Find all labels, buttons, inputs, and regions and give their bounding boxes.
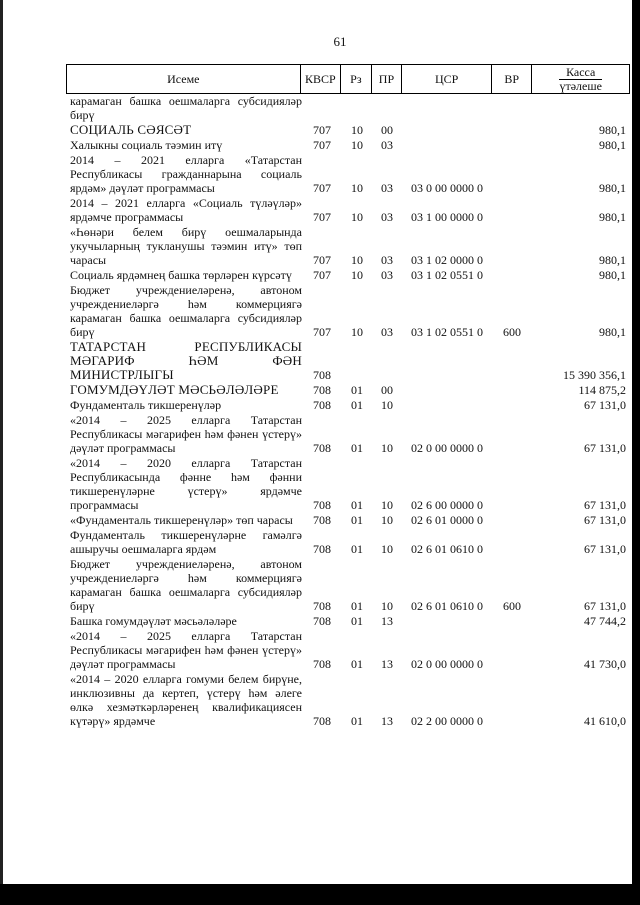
table-row (66, 383, 630, 398)
header-kassa-line2: үтәлеше (559, 78, 602, 93)
table-row (66, 225, 630, 268)
row-vr: 600 (503, 325, 521, 339)
row-rz: 10 (351, 325, 363, 339)
row-amount: 67 131,0 (584, 398, 626, 412)
row-amount: 41 730,0 (584, 657, 626, 671)
row-name: Бюджет учреждениеләренә, автоном учреждениеләргә һәм коммерциягә карамаган башка оешмаларга субсидияләр бирү (70, 283, 302, 339)
row-csr: 02 6 01 0610 0 (411, 599, 483, 613)
table-row (66, 413, 630, 456)
header-rz: Рз (340, 65, 371, 93)
row-pr: 13 (381, 714, 393, 728)
row-rz: 01 (351, 657, 363, 671)
row-pr: 03 (381, 325, 393, 339)
row-pr: 00 (381, 383, 393, 397)
table-row (66, 557, 630, 614)
table-row (66, 456, 630, 513)
header-name: Исеме (167, 72, 200, 86)
table-row (66, 196, 630, 225)
row-rz: 10 (351, 253, 363, 267)
row-csr: 02 2 00 0000 0 (411, 714, 483, 728)
row-amount: 47 744,2 (584, 614, 626, 628)
row-rz: 01 (351, 542, 363, 556)
row-kvsr: 708 (313, 498, 331, 512)
row-kvsr: 708 (313, 542, 331, 556)
row-rz: 10 (351, 268, 363, 282)
row-name: ГОМУМДӘҮЛӘТ МӘСЬӘЛӘЛӘРЕ (70, 382, 279, 397)
row-name: СОЦИАЛЬ СӘЯСӘТ (70, 122, 192, 137)
scan-edge-left (0, 0, 3, 905)
header-vr: ВР (491, 65, 531, 93)
row-kvsr: 707 (313, 181, 331, 195)
row-name: Халыкны социаль тәэмин итү (70, 138, 223, 152)
row-amount: 67 131,0 (584, 513, 626, 527)
table-row (66, 672, 630, 729)
scan-edge-bottom (0, 884, 640, 905)
row-pr: 03 (381, 210, 393, 224)
row-amount: 980,1 (599, 181, 626, 195)
row-rz: 01 (351, 383, 363, 397)
row-name: «Фундаменталь тикшеренүләр» төп чарасы (70, 513, 293, 527)
table-row (66, 340, 630, 383)
row-pr: 10 (381, 441, 393, 455)
row-csr: 03 1 00 0000 0 (411, 210, 483, 224)
row-amount: 67 131,0 (584, 599, 626, 613)
row-name: 2014 – 2021 елларга «Татарстан Республикасы гражданнарына социаль ярдәм» дәүләт программасы (70, 153, 302, 195)
row-pr: 00 (381, 123, 393, 137)
header-kvsr: КВСР (300, 65, 340, 93)
row-name: 2014 – 2021 елларга «Социаль түләүләр» ярдәмче программасы (70, 196, 302, 224)
row-amount: 67 131,0 (584, 441, 626, 455)
table-row (66, 153, 630, 196)
row-csr: 02 6 01 0610 0 (411, 542, 483, 556)
page-number: 61 (333, 34, 347, 49)
header-kassa-line1: Касса (566, 64, 596, 79)
table-row (66, 94, 630, 123)
row-name: «2014 – 2025 елларга Татарстан Республикасы мәгарифен һәм фәнен үстерү» дәүләт программасы (70, 413, 302, 455)
row-amount: 980,1 (599, 123, 626, 137)
row-kvsr: 708 (313, 368, 331, 382)
row-amount: 67 131,0 (584, 542, 626, 556)
row-name: ТАТАРСТАН РЕСПУБЛИКАСЫ МӘГАРИФ ҺӘМ ФӘН МИНИСТРЛЫГЫ (70, 339, 302, 382)
row-kvsr: 707 (313, 138, 331, 152)
row-amount: 15 390 356,1 (563, 368, 626, 382)
row-pr: 10 (381, 599, 393, 613)
row-csr: 03 1 02 0551 0 (411, 325, 483, 339)
row-csr: 02 0 00 0000 0 (411, 441, 483, 455)
row-rz: 10 (351, 123, 363, 137)
row-rz: 01 (351, 714, 363, 728)
row-pr: 03 (381, 181, 393, 195)
row-rz: 01 (351, 513, 363, 527)
table-row (66, 614, 630, 629)
row-pr: 03 (381, 253, 393, 267)
row-rz: 10 (351, 210, 363, 224)
row-rz: 01 (351, 398, 363, 412)
row-name: Башка гомумдәүләт мәсьәләләре (70, 614, 237, 628)
row-amount: 41 610,0 (584, 714, 626, 728)
table-row (66, 513, 630, 528)
row-pr: 10 (381, 398, 393, 412)
table-row (66, 398, 630, 413)
row-pr: 10 (381, 498, 393, 512)
table-row (66, 123, 630, 138)
row-pr: 03 (381, 138, 393, 152)
row-name: Бюджет учреждениеләренә, автоном учреждениеләргә һәм коммерциягә карамаган башка оешмаларга субсидияләр бирү (70, 557, 302, 613)
row-rz: 01 (351, 498, 363, 512)
header-csr: ЦСР (401, 65, 491, 93)
row-kvsr: 708 (313, 599, 331, 613)
row-amount: 980,1 (599, 268, 626, 282)
row-pr: 13 (381, 614, 393, 628)
row-amount: 980,1 (599, 253, 626, 267)
row-pr: 10 (381, 513, 393, 527)
scan-edge-right (632, 0, 640, 905)
row-rz: 10 (351, 181, 363, 195)
row-pr: 03 (381, 268, 393, 282)
row-kvsr: 708 (313, 657, 331, 671)
row-rz: 01 (351, 599, 363, 613)
table-row (66, 528, 630, 557)
row-vr: 600 (503, 599, 521, 613)
row-amount: 980,1 (599, 210, 626, 224)
row-name: Фундаменталь тикшеренүләрне гамәлгә ашыручы оешмаларга ярдәм (70, 528, 302, 556)
header-kassa (531, 65, 629, 93)
table-row (66, 268, 630, 283)
row-kvsr: 708 (313, 614, 331, 628)
row-csr: 02 6 01 0000 0 (411, 513, 483, 527)
row-kvsr: 707 (313, 325, 331, 339)
row-amount: 67 131,0 (584, 498, 626, 512)
table-row (66, 629, 630, 672)
row-pr: 13 (381, 657, 393, 671)
row-kvsr: 708 (313, 513, 331, 527)
row-kvsr: 707 (313, 123, 331, 137)
table-header (66, 64, 630, 94)
table-row (66, 138, 630, 153)
row-kvsr: 707 (313, 210, 331, 224)
row-kvsr: 708 (313, 383, 331, 397)
table-row (66, 283, 630, 340)
row-rz: 10 (351, 138, 363, 152)
row-csr: 03 1 02 0551 0 (411, 268, 483, 282)
row-csr: 03 1 02 0000 0 (411, 253, 483, 267)
row-name: «Һөнәри белем бирү оешмаларында укучыларның тукланушы тәэмин итү» төп чарасы (70, 225, 302, 267)
row-name: «2014 – 2020 елларга гомуми белем бирүне, инклюзивны да кертеп, үстерү һәм әлеге өлкә хезмәткәрләренең квалификациясен күтәрү» ярдәмче (70, 672, 302, 728)
row-name: «2014 – 2020 елларга Татарстан Республикасында фәнне һәм фәнни тикшеренүләрне үстерү» ярдәмче программасы (70, 456, 302, 512)
row-amount: 114 875,2 (578, 383, 626, 397)
header-pr: ПР (371, 65, 402, 93)
row-amount: 980,1 (599, 325, 626, 339)
row-rz: 01 (351, 441, 363, 455)
row-kvsr: 707 (313, 253, 331, 267)
row-csr: 02 6 00 0000 0 (411, 498, 483, 512)
row-name: Социаль ярдәмнең башка төрләрен күрсәтү (70, 268, 292, 282)
row-kvsr: 708 (313, 441, 331, 455)
row-pr: 10 (381, 542, 393, 556)
row-kvsr: 707 (313, 268, 331, 282)
row-kvsr: 708 (313, 714, 331, 728)
row-name: «2014 – 2025 елларга Татарстан Республикасы мәгарифен һәм фәнен үстерү» дәүләт программасы (70, 629, 302, 671)
row-kvsr: 708 (313, 398, 331, 412)
row-csr: 03 0 00 0000 0 (411, 181, 483, 195)
row-name: карамаган башка оешмаларга субсидияләр бирү (70, 94, 302, 122)
row-amount: 980,1 (599, 138, 626, 152)
budget-table (66, 64, 630, 729)
row-rz: 01 (351, 614, 363, 628)
table-body (66, 94, 630, 729)
row-csr: 02 0 00 0000 0 (411, 657, 483, 671)
row-name: Фундаменталь тикшеренүләр (70, 398, 222, 412)
